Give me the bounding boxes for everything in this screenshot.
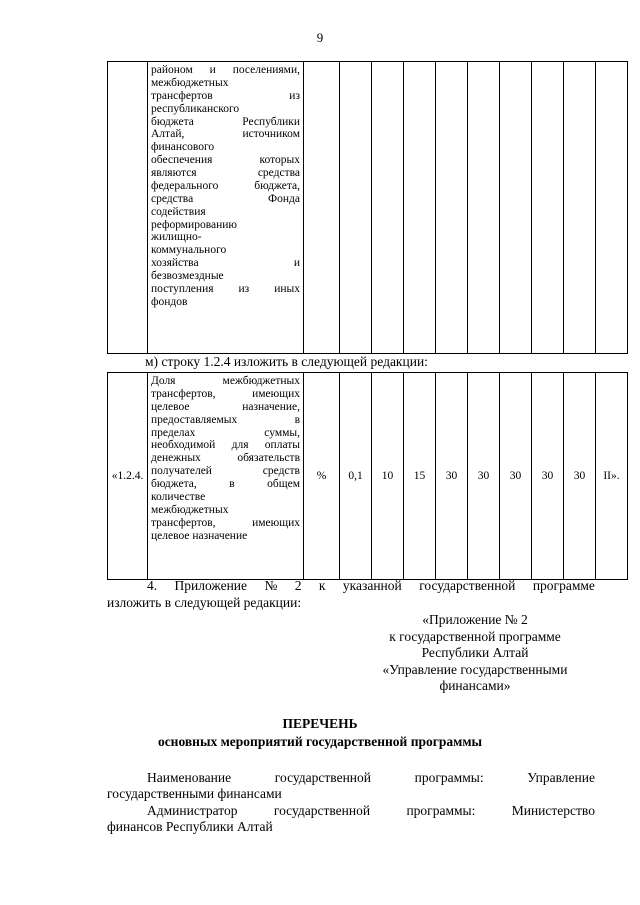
desc-line: хозяйства и bbox=[151, 257, 300, 270]
value-cell bbox=[340, 62, 372, 354]
desc-line: обеспечения которых bbox=[151, 154, 300, 167]
program-word: программы: bbox=[414, 770, 484, 785]
desc-line: финансового bbox=[151, 141, 215, 154]
value-cell bbox=[468, 62, 500, 354]
last-cell: II». bbox=[596, 373, 628, 580]
item4-word: программе bbox=[532, 578, 595, 593]
value-cell bbox=[532, 62, 564, 354]
value-cell bbox=[436, 62, 468, 354]
desc-line: поступления из иных bbox=[151, 282, 300, 295]
item4-word: указанной bbox=[342, 578, 402, 593]
item4-word: № bbox=[264, 578, 278, 593]
value-cell: 30 bbox=[564, 373, 596, 580]
desc-line: средства Фонда bbox=[151, 192, 300, 205]
program-name-line2: государственными финансами bbox=[107, 786, 282, 801]
program-word: государственной bbox=[274, 770, 371, 785]
administrator-line2: финансов Республики Алтай bbox=[107, 819, 273, 834]
administrator-line1 bbox=[147, 803, 595, 819]
description-cell bbox=[148, 373, 304, 580]
desc-line: трансфертов, имеющих bbox=[151, 516, 300, 529]
item4-word: к bbox=[318, 578, 326, 593]
value-cell bbox=[596, 62, 628, 354]
desc-line: безвозмездные bbox=[151, 270, 224, 282]
desc-line: жилищно- bbox=[151, 231, 202, 244]
desc-line: бюджета Республики bbox=[151, 115, 300, 128]
value-cell: 30 bbox=[500, 373, 532, 580]
appendix-line: финансами» bbox=[439, 678, 511, 693]
desc-line: Доля межбюджетных bbox=[151, 375, 300, 387]
value-cell: 15 bbox=[404, 373, 436, 580]
desc-line: фондов bbox=[151, 295, 188, 308]
desc-line: денежных обязательств bbox=[151, 452, 300, 465]
admin-word: Министерство bbox=[511, 803, 595, 818]
admin-word: государственной bbox=[273, 803, 371, 818]
num-cell bbox=[108, 62, 148, 354]
instruction-m: м) строку 1.2.4 изложить в следующей редакции: bbox=[145, 354, 428, 369]
desc-line: коммунального bbox=[151, 244, 227, 257]
value-cell: 0,1 bbox=[340, 373, 372, 580]
value-cell: 10 bbox=[372, 373, 404, 580]
desc-line: содействия bbox=[151, 205, 206, 218]
desc-line: межбюджетных bbox=[151, 503, 229, 516]
table-continuation bbox=[107, 61, 628, 354]
page-title: ПЕРЕЧЕНЬ bbox=[282, 716, 358, 731]
desc-line: целевое назначение, bbox=[151, 400, 300, 413]
desc-line: республиканского bbox=[151, 102, 240, 115]
appendix-line: «Приложение № 2 bbox=[422, 612, 528, 627]
value-cell: 30 bbox=[532, 373, 564, 580]
desc-line: бюджета, в общем bbox=[151, 478, 300, 490]
desc-line: трансфертов, имеющих bbox=[151, 387, 300, 400]
appendix-line: к государственной программе bbox=[389, 628, 561, 644]
item4-word: Приложение bbox=[174, 578, 248, 593]
desc-line: предоставляемых в bbox=[151, 413, 300, 426]
item4-line2: изложить в следующей редакции: bbox=[107, 595, 302, 610]
desc-line: количестве bbox=[151, 490, 206, 503]
desc-line: целевое назначение bbox=[151, 529, 248, 542]
desc-line: Алтай, источником bbox=[151, 128, 300, 141]
item4-word: государственной bbox=[419, 578, 516, 593]
table-row bbox=[108, 62, 628, 354]
unit-cell: % bbox=[304, 373, 340, 580]
desc-line: трансфертов из bbox=[151, 89, 300, 102]
desc-line: районом и поселениями, bbox=[151, 64, 300, 76]
program-name-line1 bbox=[147, 770, 595, 786]
desc-line: получателей средств bbox=[151, 465, 300, 478]
admin-word: программы: bbox=[406, 803, 476, 818]
appendix-line: Республики Алтай bbox=[421, 645, 529, 660]
desc-line: межбюджетных bbox=[151, 76, 229, 89]
value-cell bbox=[404, 62, 436, 354]
item4-line1 bbox=[147, 578, 595, 594]
program-word: Наименование bbox=[147, 770, 232, 785]
admin-word: Администратор bbox=[147, 803, 238, 818]
desc-line: федерального бюджета, bbox=[151, 179, 300, 192]
description-cell bbox=[148, 62, 304, 354]
value-cell bbox=[500, 62, 532, 354]
value-cell: 30 bbox=[468, 373, 500, 580]
table-row-124 bbox=[107, 372, 628, 580]
desc-line: пределах суммы, bbox=[151, 426, 300, 439]
appendix-line: «Управление государственными bbox=[382, 661, 568, 677]
desc-line: необходимой для оплаты bbox=[151, 439, 300, 452]
value-cell bbox=[564, 62, 596, 354]
table-row bbox=[108, 373, 628, 580]
desc-line: являются средства bbox=[151, 167, 300, 179]
appendix-header bbox=[360, 612, 590, 695]
item4-word: 2 bbox=[294, 578, 302, 593]
page-subtitle: основных мероприятий государственной программы bbox=[157, 734, 483, 749]
row-number: «1.2.4. bbox=[108, 373, 148, 580]
desc-line: реформированию bbox=[151, 218, 237, 231]
item4-word: 4. bbox=[147, 578, 158, 593]
page-number: 9 bbox=[316, 30, 324, 45]
value-cell: 30 bbox=[436, 373, 468, 580]
value-cell bbox=[304, 62, 340, 354]
value-cell bbox=[372, 62, 404, 354]
program-word: Управление bbox=[527, 770, 595, 785]
